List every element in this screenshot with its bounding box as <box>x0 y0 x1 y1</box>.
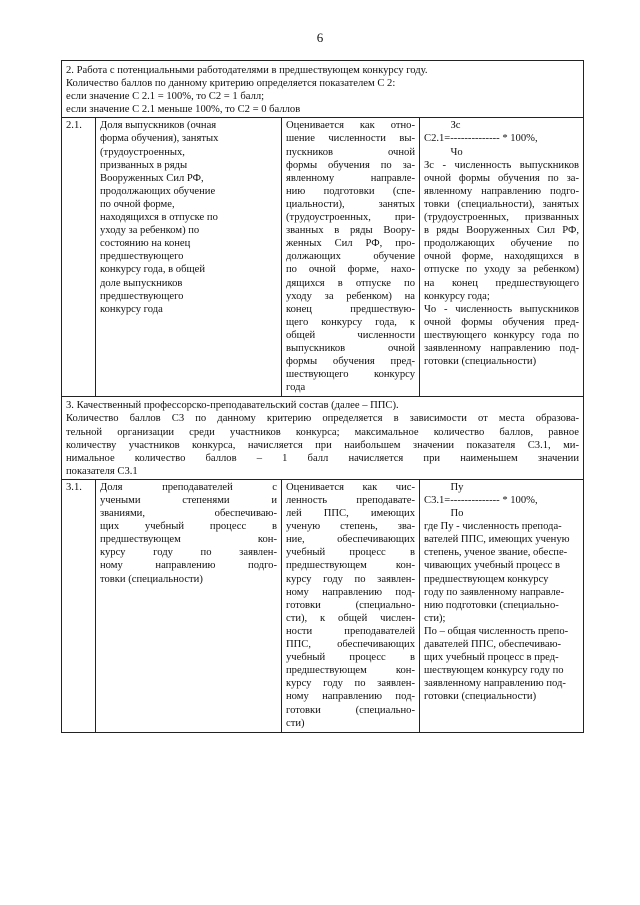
formula-main: С3.1=-------------- * 100%, <box>424 495 538 506</box>
section-2-condition-2: если значение С 2.1 меньше 100%, то С2 = 0 баллов <box>66 104 301 116</box>
section-3-rule-3: количеству участников конкурса, начисляется при наибольшем значении показателя С3.1, ми- <box>66 439 579 451</box>
section-3-header <box>62 397 584 480</box>
indicator-description-3-1: Оценивается как чис- ленность преподавате- лей ППС, имеющих ученую степень, зва- ние, обеспечивающих учебный процесс в предшествующем кон- курсу году по заявлен- ному направлению под- готовки (специально- сти), к общей числен- ности преподавателей ППС, обеспечивающих учебный процесс в предшествующем кон- курсу году по заявлен- ному направлению под- готовки (специально- сти) <box>282 479 420 732</box>
row-number-3-1: 3.1. <box>62 479 96 732</box>
indicator-name-2-1: Доля выпускников (очная форма обучения), занятых (трудоустроенных, призванных в ряды Вооруженных Сил РФ, продолжающих обучение по очной форме, находящихся в отпуске по уходу за ребенком) по состоянию на конец предшествующего конкурсу года, в общей доле выпускников предшествующего конкурсу года <box>96 118 282 397</box>
section-3-header-row <box>62 397 584 480</box>
formula-main: С2.1=-------------- * 100%, <box>424 133 538 145</box>
criteria-table <box>61 60 584 733</box>
formula-denominator: По <box>424 508 464 520</box>
calculation-method-2-1: Зс С2.1=-------------- * 100%, Чо Зс - численность выпускников очной формы обучения по за- явленному направлению подго- товки (специальности), занятых (трудоустроенных, призванных в ряды Вооруженных Сил РФ, продолжающих обучение по очной форме, находящихся в отпуске по уходу за ребенком) на конец предшествующего конкурсу года; Чо - численность выпускников очной формы обучения пред- шествующего конкурсу года по заявленному направлению под- готовки (специальности) <box>420 118 584 397</box>
page-number: 6 <box>316 30 324 45</box>
section-3-rule-4: нимальное количество баллов – 1 балл начисляется при наименьшем значении <box>66 452 579 464</box>
section-2-title: 2. Работа с потенциальными работодателями в предшествующем конкурсу году. <box>66 65 428 76</box>
section-2-rule: Количество баллов по данному критерию определяется показателем С 2: <box>66 78 396 90</box>
table-row <box>62 479 584 732</box>
indicator-name-3-1: Доля преподавателей с учеными степенями и званиями, обеспечиваю- щих учебный процесс в предшествующем кон- курсу году по заявлен- ному направлению подго- товки (специальности) <box>96 479 282 732</box>
section-3-rule-2: тельной организации среди участников конкурса; максимальное количество баллов, равное <box>66 426 579 438</box>
section-2-header-row <box>62 61 584 118</box>
table-row <box>62 118 584 397</box>
row-number-2-1: 2.1. <box>62 118 96 397</box>
section-3-rule-1: Количество баллов С3 по данному критерию определяется в зависимости от места образова- <box>66 413 579 425</box>
section-3-rule-5: показателя С3.1 <box>66 465 138 477</box>
section-2-header <box>62 61 584 118</box>
section-3-title: 3. Качественный профессорско-преподавательский состав (далее – ППС). <box>66 400 399 412</box>
formula-denominator: Чо <box>424 146 463 158</box>
indicator-description-2-1: Оценивается как отно- шение численности вы- пускников очной формы обучения по за- явленному направле- нию подготовки (спе- циальности), занятых (трудоустроенных, при- званных в ряды Воору- женных Сил РФ, про- должающих обучение по очной форме, нахо- дящихся в отпуске по уходу за ребенком) на конец предшествую- щего конкурсу года, к общей численности выпускников очной формы обучения пред- шествующего конкурсу года <box>282 118 420 397</box>
formula-numerator: Зс <box>424 120 461 132</box>
calculation-method-3-1: Пу С3.1=-------------- * 100%, По где Пу - численность препода- вателей ППС, имеющих ученую степень, ученое звание, обеспе- чивающих учебный процесс в предшествующем конкурсу году по заявленному направле- нию подготовки (специально- сти); По – общая численность препо- давателей ППС, обеспечиваю- щих учебный процесс в пред- шествующем конкурсу году по заявленному направлению под- готовки (специальности) <box>420 479 584 732</box>
formula-numerator: Пу <box>424 481 464 493</box>
section-2-condition-1: если значение С 2.1 = 100%, то С2 = 1 балл; <box>66 91 265 103</box>
